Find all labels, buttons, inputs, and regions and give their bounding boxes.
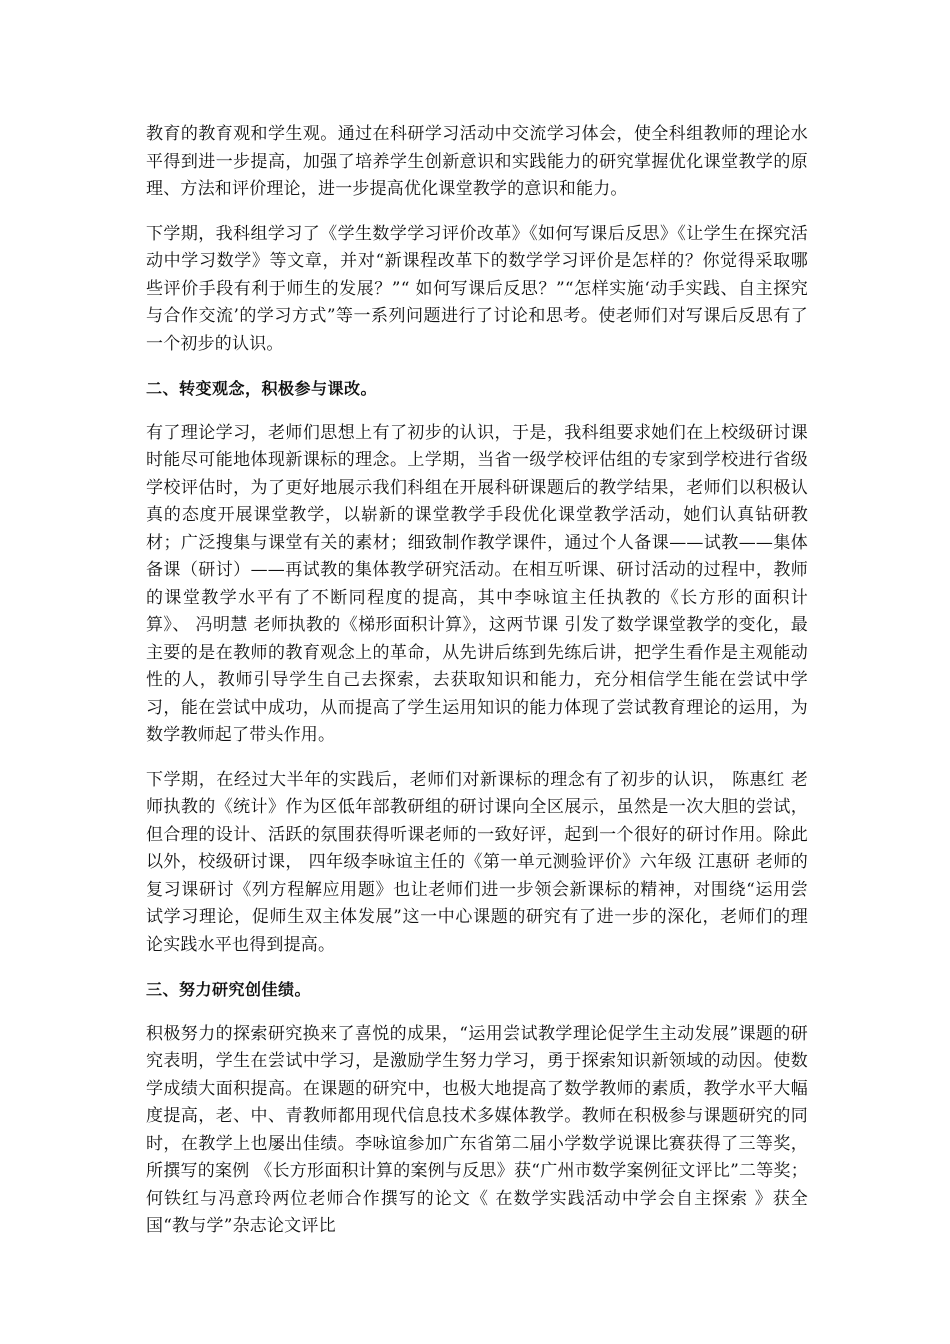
paragraph-second-term-practice: 下学期，在经过大半年的实践后，老师们对新课标的理念有了初步的认识， 陈惠红 老师执教的《统计》作为区低年部教研组的研讨课向全区展示，虽然是一次大胆的尝试，但合理的设计、活跃的氛围获得听课老师的一致好评，起到一个很好的研讨作用。除此以外，校级研讨课， 四年级李咏谊主任的《第一单元测验评价》六年级 江惠研 老师的复习课研讨《列方程解应用题》也让老师们进一步领会新课标的精神，对围绕“运用尝试学习理论，促师生双主体发展”这一中心课题的研究有了进一步的深化，老师们的理论实践水平也得到提高。 [146, 769, 808, 955]
paragraph-intro: 教育的教育观和学生观。通过在科研学习活动中交流学习体会，使全科组教师的理论水平得到进一步提高，加强了培养学生创新意识和实践能力的研究掌握优化课堂教学的原理、方法和评价理论，进一步提高优化课堂教学的意识和能力。 [146, 124, 808, 199]
paragraph-research-results: 积极努力的探索研究换来了喜悦的成果，“运用尝试教学理论促学生主动发展”课题的研究表明，学生在尝试中学习，是激励学生努力学习，勇于探索知识新领域的动因。使数学成绩大面积提高。在课题的研究中，也极大地提高了数学教师的素质，教学水平大幅度提高，老、中、青教师都用现代信息技术多媒体教学。教师在积极参与课题研究的同时，在教学上也屡出佳绩。李咏谊参加广东省第二届小学数学说课比赛获得了三等奖，所撰写的案例 《长方形面积计算的案例与反思》获“广州市数学案例征文评比”二等奖； 何铁红与冯意玲两位老师合作撰写的论文《 在数学实践活动中学会自主探索 》获全国“教与学”杂志论文评比 [146, 1023, 808, 1236]
paragraph-second-term-study: 下学期，我科组学习了《学生数学学习评价改革》《如何写课后反思》《让学生在探究活动中学习数学》等文章，并对“新课程改革下的数学学习评价是怎样的？你觉得采取哪些评价手段有利于师生的发展？”“ 如何写课后反思？”“怎样实施‘动手实践、自主探究与合作交流’的学习方式”等一系列问题进行了讨论和思考。使老师们对写课后反思有了一个初步的认识。 [146, 223, 808, 354]
document-page [146, 121, 808, 1258]
section-heading-2: 二、转变观念，积极参与课改。 [146, 379, 378, 398]
section-heading-3: 三、努力研究创佳绩。 [146, 980, 312, 999]
paragraph-reform-practice: 有了理论学习，老师们思想上有了初步的认识，于是，我科组要求她们在上校级研讨课时能尽可能地体现新课标的理念。上学期，当省一级学校评估组的专家到学校进行省级学校评估时，为了更好地展示我们科组在开展科研课题后的教学结果，老师们以积极认真的态度开展课堂教学，以崭新的课堂教学手段优化课堂教学活动，她们认真钻研教材；广泛搜集与课堂有关的素材；细致制作教学课件，通过个人备课——试教——集体备课（研讨）——再试教的集体教学研究活动。在相互听课、研讨活动的过程中，教师的课堂教学水平有了不断同程度的提高，其中李咏谊主任执教的《长方形的面积计算》、 冯明慧 老师执教的《梯形面积计算》，这两节课 引发了数学课堂教学的变化，最主要的是在教师的教育观念上的革命，从先讲后练到先练后讲，把学生看作是主观能动性的人，教师引导学生自己去探索，去获取知识和能力，充分相信学生能在尝试中学习，能在尝试中成功，从而提高了学生运用知识的能力体现了尝试教育理论的运用，为数学教师起了带头作用。 [146, 422, 808, 745]
